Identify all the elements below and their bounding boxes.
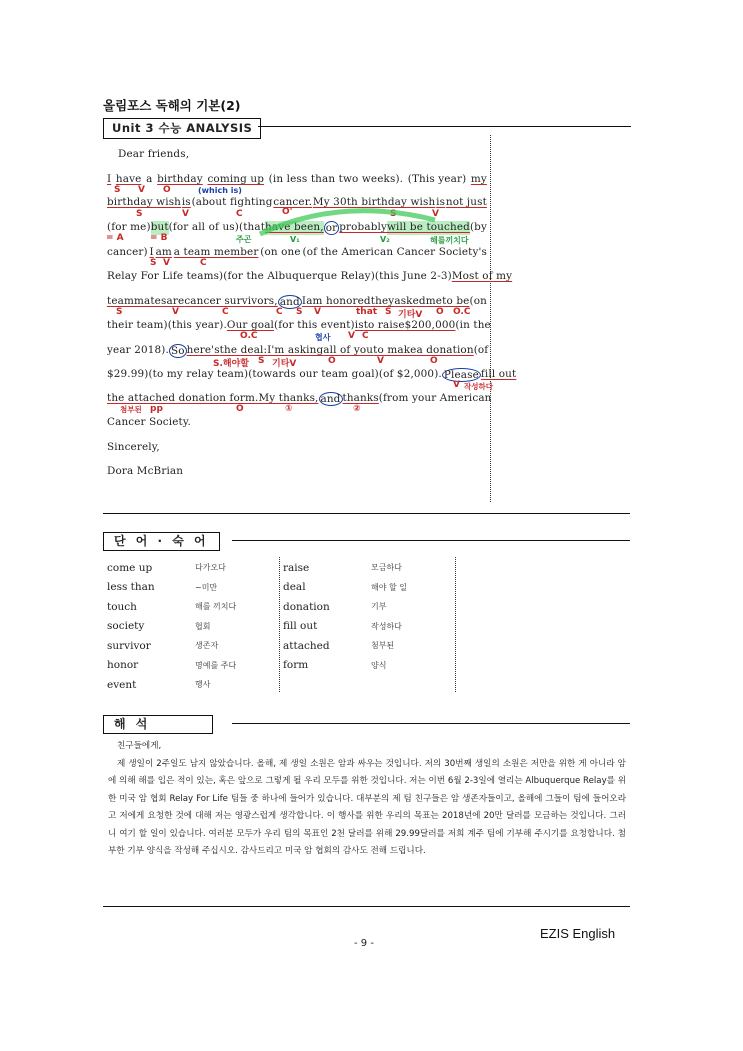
ann-v: V (172, 307, 179, 317)
word: asked (394, 295, 426, 307)
ann-eq-b: = B (150, 233, 168, 243)
ann-c: C (236, 209, 243, 219)
ann-o-prime: O' (282, 207, 293, 217)
footer-brand: EZIS English (540, 926, 616, 941)
footer-rule (103, 906, 630, 907)
word: teammates (107, 295, 167, 307)
vocab-item (107, 558, 277, 578)
phrase: (about fighting (191, 196, 273, 208)
phrase: their team) (107, 319, 168, 331)
ann-s: S (296, 307, 303, 317)
ann-v: V (348, 331, 355, 341)
passage-line-9 (107, 368, 517, 382)
ann-note: 첨부된 (120, 405, 142, 414)
header-rule (258, 126, 631, 127)
vocab-en: society (107, 620, 145, 633)
vocab-section-title: 단 어 · 숙 어 (103, 532, 220, 551)
unit-label: Unit 3 수능 ANALYSIS (103, 118, 261, 139)
ann-s: S (136, 209, 143, 219)
passage-line-11: Cancer Society. (107, 416, 191, 428)
phrase: to raise (363, 319, 405, 331)
ann-other-v: 기타V (398, 310, 423, 320)
ann-eq-a: = A (106, 233, 124, 243)
phrase: the deal: (219, 344, 268, 356)
passage-line-1 (107, 173, 487, 185)
vocab-en: survivor (107, 639, 151, 652)
phrase: Our goal (226, 319, 275, 331)
vocab-en: deal (283, 581, 306, 594)
word: cancer) (107, 246, 148, 258)
ann-note: S.해야할 (213, 359, 249, 369)
ann-oc: O.C (453, 307, 471, 317)
phrase: will be touched (386, 221, 470, 233)
word: is (181, 196, 191, 208)
phrase: birthday wish (107, 196, 182, 208)
word: I (107, 173, 112, 185)
vocab-en: honor (107, 659, 139, 672)
phrase: (in the (455, 319, 491, 331)
phrase: year 2018). (107, 344, 169, 356)
word: but (150, 221, 169, 233)
vocab-ko: 협회 (195, 621, 211, 631)
word: cancer. (273, 196, 313, 208)
translation-section-title: 해 석 (103, 715, 213, 734)
word: to be (442, 295, 470, 307)
ann-s: S (390, 209, 397, 219)
annotation-arrow (250, 200, 450, 240)
word: are (166, 295, 185, 307)
ann-other-v: 기타V (272, 359, 297, 369)
word: is (354, 319, 364, 331)
word: I (149, 246, 154, 258)
vocab-en: form (283, 659, 309, 672)
vocab-item (107, 597, 277, 617)
phrase: to make (373, 344, 417, 356)
vocab-en: come up (107, 561, 153, 574)
phrase: have been, (265, 221, 324, 233)
translation-greeting: 친구들에게, (117, 741, 162, 751)
word: here's (186, 344, 220, 356)
vocab-list-right (283, 558, 453, 675)
vocab-ko: 해를 끼치다 (195, 602, 237, 612)
vocab-item (107, 675, 277, 695)
passage-line-5 (107, 270, 513, 282)
ann-note: 해를끼치다 (430, 236, 469, 245)
vocab-ko: 다가오다 (195, 563, 226, 573)
translation-text (108, 738, 626, 861)
phrase: My 30th birthday wish (312, 196, 436, 208)
ann-that: that (356, 307, 378, 317)
vocab-ko: 명예를 주다 (195, 660, 237, 670)
phrase: not just (445, 196, 487, 208)
ann-s: S (385, 307, 392, 317)
vocab-en: donation (283, 600, 330, 613)
ann-s: S (114, 185, 121, 195)
phrase: (of $2,000). (378, 368, 442, 380)
vocab-ko: 행사 (195, 680, 211, 690)
word: coming up (207, 173, 265, 185)
phrase: (of the American Cancer Society's (302, 246, 487, 258)
phrase: a donation (416, 344, 474, 356)
vocab-ko: ~미만 (195, 582, 218, 592)
ann-c: C (276, 307, 283, 317)
ann-c: C (222, 307, 229, 317)
ann-note: 주곤 (236, 235, 252, 244)
vocab-title-rule (232, 540, 630, 541)
vocab-en: fill out (283, 620, 318, 633)
word: birthday (157, 173, 203, 185)
ann-c: C (200, 258, 207, 268)
word: they (370, 295, 395, 307)
phrase: (for all of us) (168, 221, 239, 233)
vocab-item (107, 636, 277, 656)
vocab-en: attached (283, 639, 330, 652)
ann-which-is: (which is) (198, 186, 242, 195)
word: me (425, 295, 443, 307)
phrase: Most of my (451, 270, 513, 282)
vocab-ko: 첨부된 (371, 641, 395, 651)
phrase: (for me) (107, 221, 151, 233)
phrase: (to my relay team) (148, 368, 249, 380)
word: am (155, 246, 172, 258)
phrase: the attached donation form. (107, 392, 259, 404)
passage-line-10 (107, 392, 492, 406)
vocab-item (283, 656, 453, 676)
ann-oc: V (377, 356, 384, 366)
ann-s: S (150, 258, 157, 268)
word: I (301, 295, 307, 307)
vocab-list-left (107, 558, 277, 695)
word: (that (238, 221, 266, 233)
ann-o: O (163, 185, 171, 195)
ann-v: V (432, 209, 439, 219)
word: $200,000 (404, 319, 456, 331)
phrase: (from your American (378, 392, 492, 404)
vocab-item (107, 578, 277, 598)
ann-v: V (138, 185, 145, 195)
phrase: (this June 2-3) (374, 270, 452, 282)
word: (on (469, 295, 487, 307)
passage-line-4 (107, 246, 487, 258)
ann-v: V (163, 258, 170, 268)
word: or (325, 222, 338, 234)
phrase: all of you (323, 344, 374, 356)
word: probably (339, 221, 387, 233)
ann-s: S (258, 356, 265, 366)
vocab-item (283, 597, 453, 617)
phrase: $29.99) (107, 368, 149, 380)
word: have (115, 173, 142, 185)
vocab-item (283, 636, 453, 656)
ann-s: S (116, 307, 123, 317)
word: a (146, 173, 153, 185)
passage-greeting: Dear friends, (118, 148, 190, 160)
translation-title-rule (232, 723, 630, 724)
vocab-en: raise (283, 561, 310, 574)
ann-note: 협사 (315, 333, 331, 342)
passage-line-7 (107, 319, 491, 331)
vocab-item (283, 558, 453, 578)
page-number: - 9 - (354, 938, 374, 949)
ann-o: O (430, 356, 438, 366)
vocab-dotted-divider (455, 557, 456, 692)
ann-o: O (328, 356, 336, 366)
vocab-en: less than (107, 581, 155, 594)
phrase: (in less than two weeks). (268, 173, 404, 185)
phrase: (towards our team goal) (248, 368, 379, 380)
ann-circle-2: ② (353, 404, 361, 414)
vocab-ko: 양식 (371, 660, 387, 670)
passage-closing: Sincerely, (107, 441, 160, 453)
word: So (170, 345, 185, 357)
vocab-en: event (107, 678, 137, 691)
phrase: Relay For Life teams) (107, 270, 224, 282)
phrase: (This year) (407, 173, 467, 185)
vocab-en: touch (107, 600, 137, 613)
phrase: I'm asking (267, 344, 324, 356)
phrase: cancer survivors, (184, 295, 278, 307)
word: my (470, 173, 487, 185)
phrase: (for the Albuquerque Relay) (223, 270, 375, 282)
vocab-ko: 기부 (371, 602, 387, 612)
word: and (320, 393, 341, 405)
word: (by (469, 221, 487, 233)
vocab-item (107, 656, 277, 676)
vocab-item (283, 578, 453, 598)
ann-o: O (436, 307, 444, 317)
word: Please (443, 369, 479, 381)
vocab-item (283, 617, 453, 637)
phrase: (on one (260, 246, 301, 258)
vocab-ko: 해야 할 일 (371, 582, 407, 592)
vocab-ko: 모금하다 (371, 563, 402, 573)
ann-v: V (182, 209, 189, 219)
ann-o: O (236, 404, 244, 414)
section-rule (103, 513, 630, 514)
word: (of (473, 344, 489, 356)
book-title: 올림포스 독해의 기본(2) (103, 98, 241, 113)
phrase: a team member (173, 246, 259, 258)
ann-c: C (362, 331, 369, 341)
ann-pp: pp (150, 404, 163, 414)
ann-v2: V₂ (380, 235, 390, 244)
phrase: (for this event) (274, 319, 355, 331)
passage-signature: Dora McBrian (107, 465, 184, 477)
phrase: My thanks, (258, 392, 319, 404)
vocab-ko: 생존자 (195, 641, 219, 651)
ann-v: V (453, 380, 460, 390)
phrase: (this year). (167, 319, 227, 331)
vocab-ko: 작성하다 (371, 621, 402, 631)
word: is (436, 196, 446, 208)
ann-v: V (314, 307, 321, 317)
phrase: am honored (306, 295, 371, 307)
vocab-dotted-divider (279, 557, 280, 692)
vocab-item (107, 617, 277, 637)
ann-s: O.C (240, 331, 258, 341)
ann-v1: V₁ (290, 235, 300, 244)
ann-circle-1: ① (285, 404, 293, 414)
word: thanks (342, 392, 379, 404)
ann-note: 작성하다 (464, 382, 493, 391)
phrase: fill out (480, 368, 517, 380)
translation-body: 제 생일이 2주일도 남지 않았습니다. 올해, 제 생일 소원은 암과 싸우는 것입니다. 저의 30번째 생일의 소원은 저만을 위한 게 아니라 암에 의해 해를 입은 적이 있는, 혹은 앞으로 그렇게 될 우리 모두를 위한 것입니다. 저는 이번 6월 2-3일에 열리는 Albuquerque Relay를 위한 미국 암 협회 Relay For Life 팀들 중 하나에 들어가 있습니다. 대부분의 제 팀 친구들은 암 생존자들이고, 올해에 그들이 팀에 들어오라고 저에게 요청한 것에 대해 저는 영광스럽게 생각합니다. 이 행사를 위한 우리의 목표는 2018년에 20만 달러를 모금하는 것입니다. 그러니 여기 할 일이 있습니다. 여러분 모두가 우리 팀의 목표인 2천 달러를 위해 29.99달러를 저희 계주 팀에 기부해 주시기를 요청합니다. 첨부한 기부 양식을 작성해 주십시오. 감사드리고 미국 암 협회의 감사도 전해 드립니다. (108, 758, 626, 856)
word: and (279, 296, 300, 308)
